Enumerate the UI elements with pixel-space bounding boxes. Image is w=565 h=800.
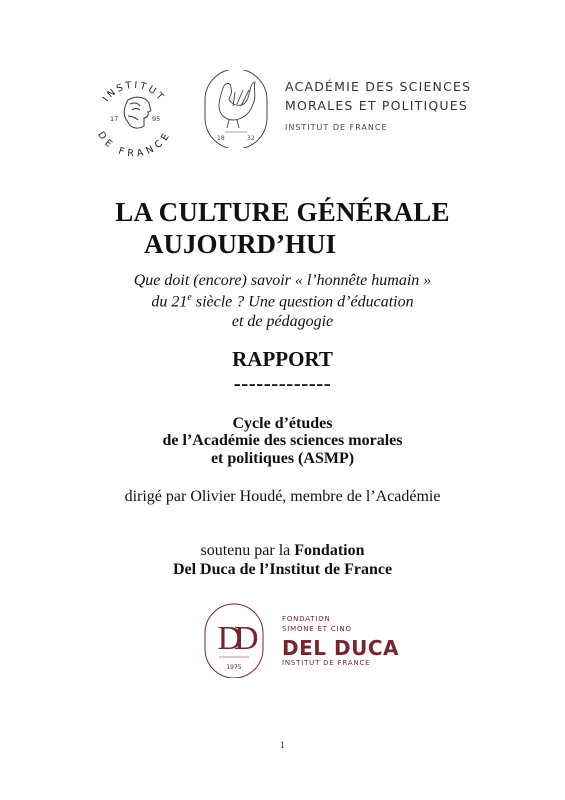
- subtitle-line2-pre: du 21: [151, 293, 188, 311]
- svg-text:INSTITUT: [101, 80, 167, 104]
- subtitle-line2-post: siècle ? Une question d’éducation: [191, 293, 414, 311]
- seal-year-left: 17: [110, 115, 119, 123]
- directed-by-text: dirigé par Olivier Houdé, membre de l’Académie: [124, 488, 441, 505]
- seal-text-top: INSTITUT: [100, 79, 167, 105]
- asmp-name-line3: INSTITUT DE FRANCE: [285, 123, 388, 132]
- asmp-rooster-logo: [203, 70, 269, 148]
- title-line2: AUJOURD’HUI: [144, 229, 336, 259]
- seal-text-bottom: DE FRANCE: [95, 129, 173, 160]
- asmp-name-line1: ACADÉMIE DES SCIENCES: [285, 79, 472, 94]
- rapport-heading: RAPPORT: [232, 347, 333, 371]
- seal-year-right: 95: [152, 115, 161, 123]
- subtitle-line2-sup: e: [187, 292, 192, 303]
- supported-by-line1: [0, 542, 565, 560]
- del-duca-year: 1975: [226, 664, 242, 671]
- supported-by-prefix: soutenu par la: [200, 542, 295, 559]
- del-duca-logo: [203, 603, 265, 678]
- supported-by-line2: Del Duca de l’Institut de France: [172, 561, 393, 578]
- cycle-line1: Cycle d’études: [232, 415, 333, 432]
- asmp-year-left: 18: [217, 135, 225, 142]
- dashes-divider: -------------: [233, 371, 332, 395]
- del-duca-line3: DEL DUCA: [282, 636, 399, 660]
- page-number: 1: [280, 740, 285, 750]
- profile-head-icon: [124, 97, 151, 128]
- svg-text:DE FRANCE: [95, 130, 173, 160]
- del-duca-line2: SIMONE ET CINO: [282, 625, 352, 633]
- subtitle-line3: et de pédagogie: [231, 313, 334, 330]
- asmp-name-line2: MORALES ET POLITIQUES: [285, 98, 469, 113]
- del-duca-monogram: DD: [217, 620, 251, 657]
- supported-by-bold: Fondation: [294, 542, 365, 559]
- title-line1: LA CULTURE GÉNÉRALE: [115, 197, 450, 227]
- institut-de-france-seal-logo: [88, 70, 180, 162]
- rooster-icon: [219, 82, 255, 128]
- cycle-line3: et politiques (ASMP): [210, 450, 355, 467]
- del-duca-line4: INSTITUT DE FRANCE: [282, 659, 371, 667]
- asmp-year-right: 32: [247, 135, 255, 142]
- subtitle-line1: Que doit (encore) savoir « l’honnête humain »: [133, 272, 432, 289]
- subtitle-line2: [0, 292, 565, 311]
- del-duca-line1: FONDATION: [282, 615, 331, 623]
- cycle-line2: de l’Académie des sciences morales: [162, 432, 403, 449]
